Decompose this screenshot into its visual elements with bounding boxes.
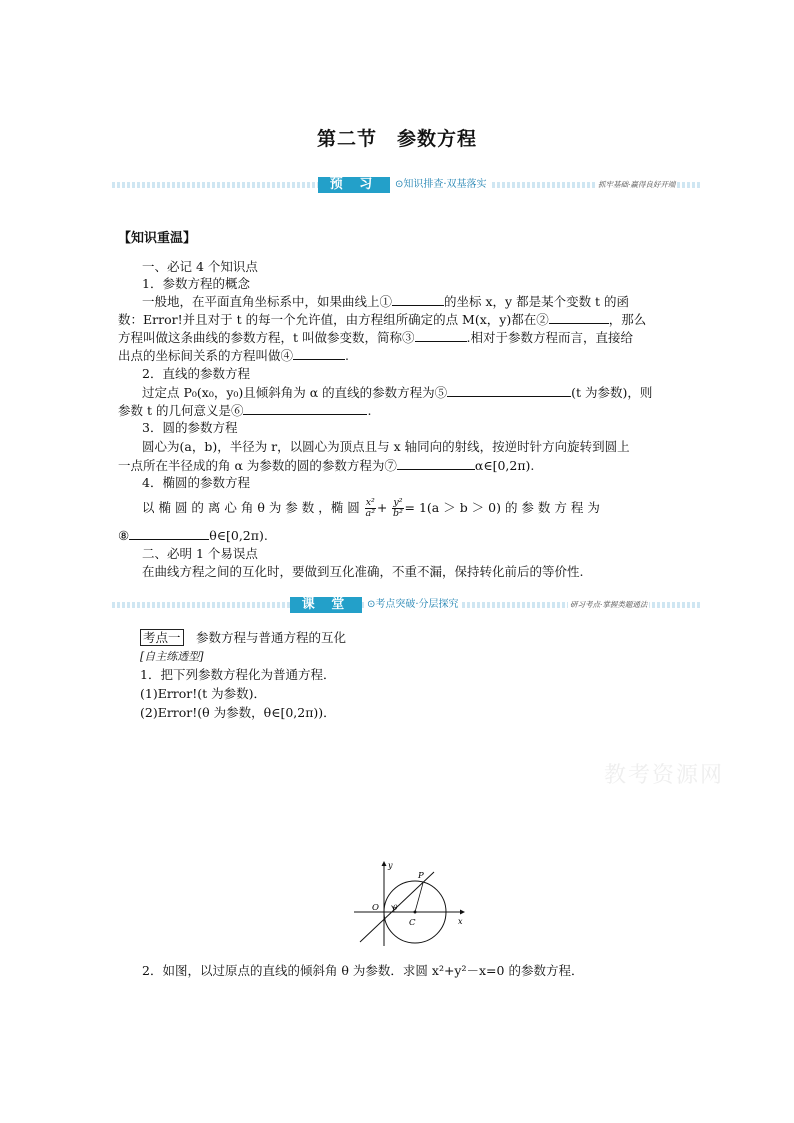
blank-6 <box>243 403 367 415</box>
s4-heading: 4．椭圆的参数方程 <box>142 475 250 490</box>
blank-4 <box>293 348 345 360</box>
s3-line2: 一点所在半径成的角 α 为参数的圆的参数方程为⑦ α∈[0,2π). <box>118 458 535 473</box>
s3-heading: 3．圆的参数方程 <box>142 420 238 435</box>
center-label: C <box>409 918 416 928</box>
s3-line1: 圆心为(a，b)，半径为 r，以圆心为顶点且与 x 轴同向的射线，按逆时针方向旋转到圆上 <box>142 439 630 454</box>
blank-2 <box>549 312 609 324</box>
x-label: x <box>458 917 463 926</box>
s2-heading: 2．直线的参数方程 <box>142 366 250 381</box>
point-label: P <box>418 871 424 881</box>
blank-8 <box>129 528 209 540</box>
band-subtitle: ⊙知识排查·双基落实 <box>392 177 490 193</box>
x-axis-arrow-icon <box>460 910 465 915</box>
s1-line2: 数：Error!并且对于 t 的每一个允许值，由方程组所确定的点 M(x，y)都在② ，那么 <box>118 312 647 327</box>
s2-line1: 过定点 P₀(x₀，y₀)且倾斜角为 α 的直线的参数方程为⑤ (t 为参数)，则 <box>142 385 653 400</box>
part2-text: 在曲线方程之间的互化时，要做到互化准确，不重不漏，保持转化前后的等价性. <box>142 564 584 579</box>
q1-part2: (2)Error!(θ 为参数，θ∈[0,2π))． <box>140 705 336 720</box>
band-subtitle: ⊙考点突破·分层探究 <box>364 597 462 613</box>
section-band-class <box>112 597 702 613</box>
radius-cp <box>415 883 423 912</box>
s1-line3: 方程叫做这条曲线的参数方程，t 叫做参变数，简称③ .相对于参数方程而言，直接给 <box>118 330 633 345</box>
part2-heading: 二、必明 1 个易误点 <box>142 546 258 561</box>
q1-stem: 1．把下列参数方程化为普通方程． <box>140 667 336 682</box>
kaodian-heading <box>140 630 346 645</box>
y-label: y <box>388 861 393 870</box>
page-title: 第二节 参数方程 <box>316 128 477 150</box>
section-band-preview <box>112 177 702 193</box>
s1-line1: 一般地，在平面直角坐标系中，如果曲线上① 的坐标 x，y 都是某个变数 t 的函 <box>142 294 630 309</box>
center-point <box>414 911 417 914</box>
blank-5 <box>447 385 571 397</box>
review-heading: 【知识重温】 <box>118 231 197 246</box>
s1-line4: 出点的坐标间关系的方程叫做④ . <box>118 348 349 363</box>
band-tip: 抓牢基础·赢得良好开端 <box>596 178 677 192</box>
band-tip: 研习考点·掌握类题通法 <box>568 598 649 612</box>
practice-type: [自主练透型] <box>140 650 204 663</box>
q2-text: 2．如图，以过原点的直线的倾斜角 θ 为参数．求圆 x²+y²－x=0 的参数方程． <box>142 963 584 978</box>
kaodian-tag: 考点一 <box>140 629 184 646</box>
blank-1 <box>392 294 444 306</box>
origin-label: O <box>372 903 379 913</box>
band-tag: 预 习 <box>318 177 390 193</box>
s2-line2: 参数 t 的几何意义是⑥ . <box>118 403 372 418</box>
part1-heading: 一、必记 4 个知识点 <box>142 259 258 274</box>
watermark: 教考资源网 <box>604 763 725 788</box>
fraction-x-over-a: $\frac{\text{x²}}{\text{a²}}$ <box>365 497 376 519</box>
kaodian-title: 参数方程与普通方程的互化 <box>196 630 347 645</box>
theta-label: θ <box>393 903 398 912</box>
s1-heading: 1．参数方程的概念 <box>142 276 250 291</box>
band-tag: 课 堂 <box>290 597 362 613</box>
blank-3 <box>415 330 467 342</box>
s4-line1: 以 椭 圆 的 离 心 角 θ 为 参 数 ，椭 圆 $\frac{\text{x²}}{\text{a²}}$ + $\frac{\text{y²}}{\text{b²}}$ = 1(a ＞ b ＞ 0) 的 参 数 方 程 为 <box>142 497 600 519</box>
q1-part1: (1)Error!(t 为参数)． <box>140 686 267 701</box>
fraction-y-over-b: $\frac{\text{y²}}{\text{b²}}$ <box>392 497 403 519</box>
s4-line2: ⑧ θ∈[0,2π). <box>118 528 268 543</box>
blank-7 <box>397 458 475 470</box>
circle-figure <box>352 858 472 950</box>
y-axis-arrow-icon <box>382 861 387 866</box>
